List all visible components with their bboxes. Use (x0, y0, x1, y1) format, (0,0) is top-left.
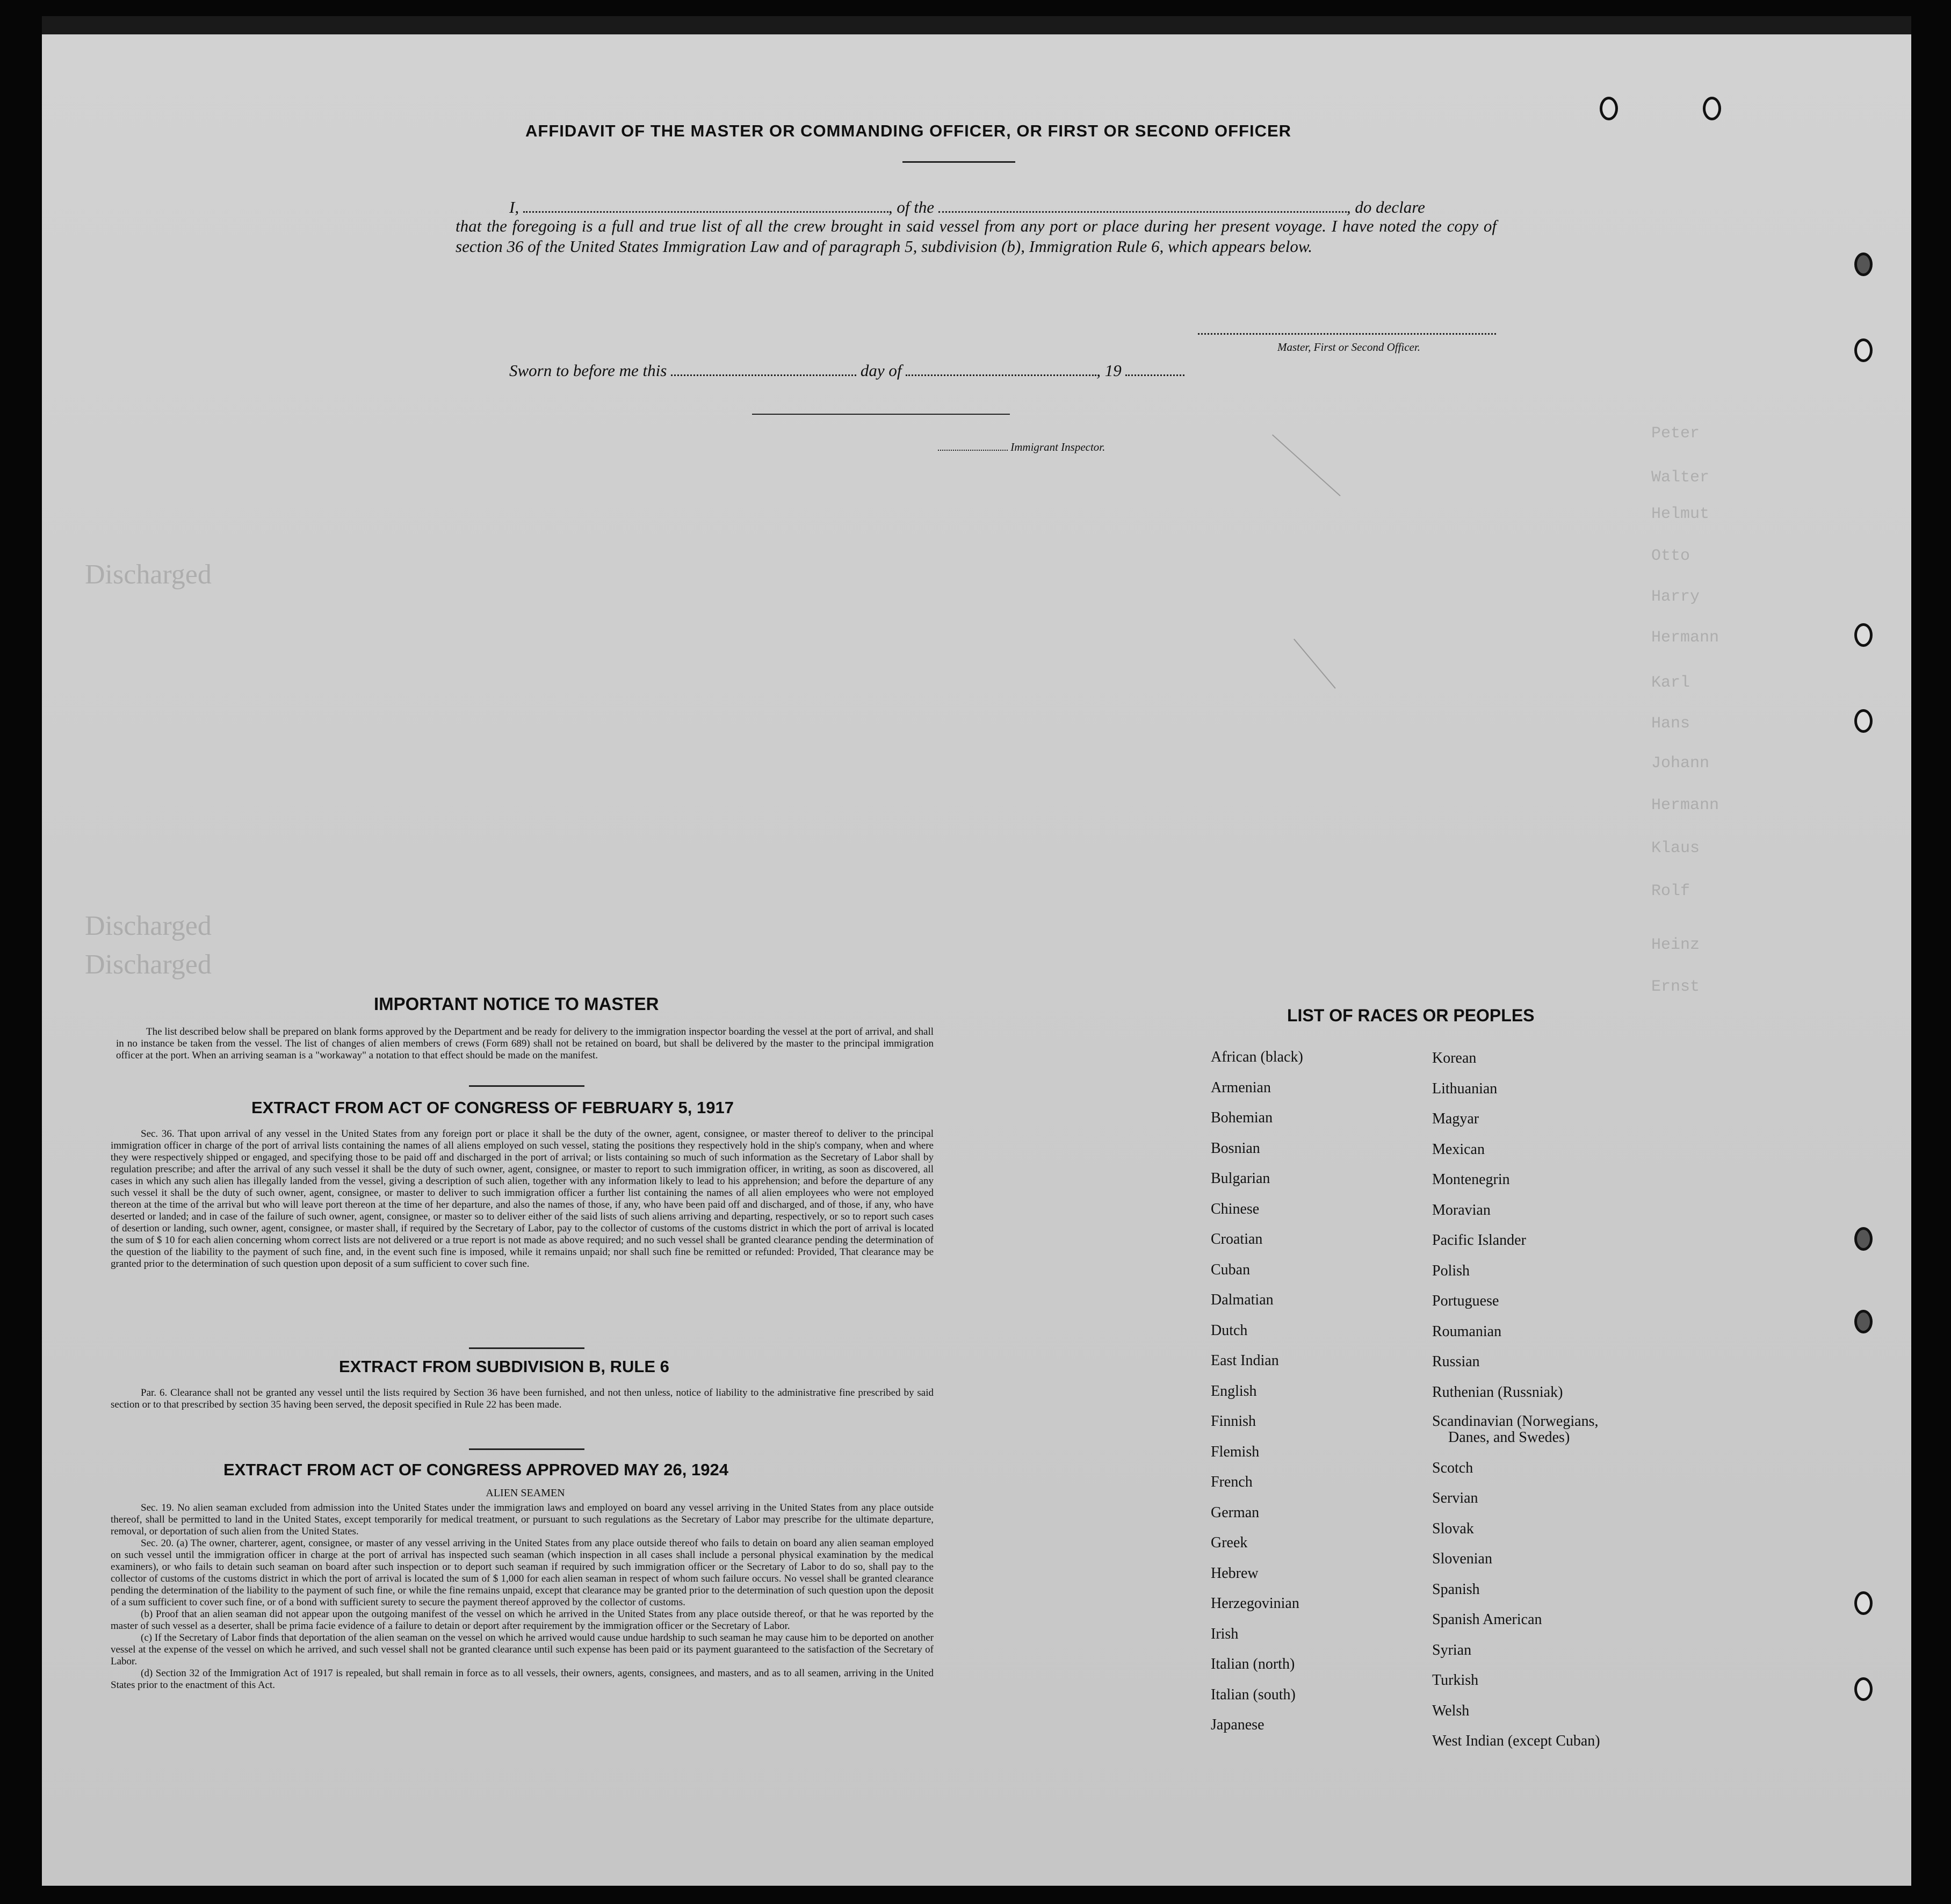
master-signature-label: Master, First or Second Officer. (1277, 341, 1420, 354)
punch-hole-icon (1854, 623, 1873, 647)
race-item: Scandinavian (Norwegians, (1432, 1413, 1599, 1430)
race-item: Slovenian (1432, 1550, 1492, 1567)
punch-hole-icon (1854, 338, 1873, 362)
rule-6-title: EXTRACT FROM SUBDIVISION B, RULE 6 (339, 1357, 669, 1376)
race-item: Irish (1211, 1626, 1239, 1642)
punch-hole-icon (1600, 97, 1618, 120)
race-item: Chinese (1211, 1201, 1260, 1217)
race-item: Flemish (1211, 1444, 1260, 1460)
act-1917-paragraph: Sec. 36. That upon arrival of any vessel in the United States from any foreign port or place it shall be the duty of the owner, agent, consignee, or master thereof to deliver to the principal immigration officer in charge of the port of arrival lists containing the names of all aliens employed on such vessel, stating the positions they respectively hold in the ship's company, when and where they were respectively shipped or engaged, and specifying those to be paid off and discharged in the port of arrival; or lists containing so much of such information as the Secretary of Labor shall by regulation prescribe; and after the arrival of any such vessel it shall be the duty of such owner, agent, consignee, or master to report to such immigration officer, in writing, as soon as discovered, all cases in which any such alien has illegally landed from the vessel, giving a description of such alien, together with any information likely to lead to his apprehension; and before the departure of any such vessel it shall be the duty of such owner, agent, consignee, or master to deliver to such immigration officer a further list containing the names of all alien employees who were not employed thereon at the time of the arrival but who will leave port thereon at the time of her departure, and also the names of those, if any, who have been paid off and discharged, and of those, if any, who have deserted or landed; and in case of the failure of such owner, agent, consignee, or master so to deliver either of the said lists of such aliens arriving and departing, respectively, or so to report such cases of desertion or landing, such owner, agent, consignee, or master shall, if required by the Secretary of Labor, pay to the collector of customs of the customs district in which the port of arrival is located the sum of $ 10 for each alien concerning whom correct lists are not delivered or a true report is not made as above required; and no such vessel shall be granted clearance pending the determination of the question of the liability to the payment of such fine, and, in the event such fine is imposed, while it remains unpaid; nor shall such fine be remitted or refunded: Provided, That clearance may be granted prior to the determination of such question upon deposit of a sum sufficient to cover such fine. (111, 1128, 934, 1270)
punch-hole-icon (1854, 253, 1873, 276)
title-underline (902, 161, 1015, 163)
race-item: African (black) (1211, 1049, 1303, 1065)
race-item: Pacific Islander (1432, 1232, 1526, 1249)
inspector-label-line (938, 441, 1105, 454)
rule-6-text (111, 1387, 934, 1411)
bleed-name: Hans (1651, 715, 1690, 733)
notice-text (116, 1026, 934, 1062)
race-item: Ruthenian (Russniak) (1432, 1384, 1563, 1401)
race-item: Mexican (1432, 1141, 1485, 1158)
race-item: Dutch (1211, 1322, 1248, 1339)
race-item: Herzegovinian (1211, 1595, 1299, 1612)
race-item: Greek (1211, 1534, 1248, 1551)
race-item: French (1211, 1474, 1253, 1490)
race-item: Italian (north) (1211, 1656, 1295, 1672)
act-1924-paragraph: Sec. 19. No alien seaman excluded from admission into the United States under the immigration laws and employed on board any vessel arriving in the United States from any place outside thereof, shall be permitted to land in the United States, except temporarily for medical treatment, or pursuant to such regulations as the Secretary of Labor may prescribe for the ultimate departure, removal, or deportation of such alien from the United States. (111, 1502, 934, 1537)
day-of-label: day of (860, 361, 902, 380)
section-divider (469, 1448, 584, 1450)
race-item: Portuguese (1432, 1293, 1499, 1309)
race-item: Dalmatian (1211, 1292, 1274, 1308)
sworn-day-field[interactable] (671, 362, 856, 376)
declarant-name-field[interactable] (523, 198, 888, 213)
bleed-name: Hermann (1651, 629, 1719, 647)
sworn-line (509, 361, 1184, 380)
section-divider (469, 1347, 584, 1349)
bleed-name: Harry (1651, 588, 1700, 606)
race-item: Japanese (1211, 1717, 1264, 1733)
race-item: Welsh (1432, 1703, 1470, 1719)
race-item: Magyar (1432, 1110, 1479, 1127)
race-item: Moravian (1432, 1202, 1491, 1218)
bleed-name: Hermann (1651, 796, 1719, 814)
sworn-label: Sworn to before me this (509, 361, 667, 380)
vessel-name-field[interactable] (938, 198, 1347, 213)
bleed-name: Walter (1651, 468, 1710, 487)
race-item: Korean (1432, 1050, 1477, 1066)
race-item: East Indian (1211, 1352, 1279, 1369)
race-item: Bulgarian (1211, 1170, 1270, 1187)
race-item: Servian (1432, 1490, 1478, 1506)
act-1924-paragraph: (b) Proof that an alien seaman did not appear upon the outgoing manifest of the vessel on which he arrived in the United States from any place outside thereof, or that he was reported by the master of such vessel as a deserter, shall be prima facie evidence of a failure to detain or deport after requirement by the immigration officer or the Secretary of Labor. (111, 1609, 934, 1632)
punch-hole-icon (1854, 1227, 1873, 1251)
master-signature-field[interactable] (1198, 333, 1496, 335)
act-1924-paragraph: (c) If the Secretary of Labor finds that deportation of the alien seaman on the vessel on which he arrived would cause undue hardship to such seaman he may cause him to be deported on another vessel at the expense of the vessel on which he arrived, and such vessel shall not be granted clearance until such expense has been paid or its payment guaranteed to the satisfaction of the Secretary of Labor. (111, 1632, 934, 1667)
act-1924-title: EXTRACT FROM ACT OF CONGRESS APPROVED MAY 26, 1924 (223, 1460, 728, 1479)
punch-hole-icon (1703, 97, 1721, 120)
bleed-name: Heinz (1651, 936, 1700, 954)
race-item: Cuban (1211, 1261, 1251, 1278)
sworn-year-field[interactable] (1125, 362, 1184, 376)
race-item: Turkish (1432, 1672, 1479, 1689)
inspector-signature-line[interactable] (752, 414, 1010, 415)
act-1917-title: EXTRACT FROM ACT OF CONGRESS OF FEBRUARY 5, 1917 (251, 1098, 734, 1117)
bleed-marginal: Discharged (85, 559, 212, 590)
race-item: Hebrew (1211, 1565, 1259, 1582)
punch-hole-icon (1854, 709, 1873, 733)
inspector-name-field[interactable] (938, 442, 1008, 451)
inspector-label: Immigrant Inspector. (1010, 441, 1105, 453)
rule-6-paragraph: Par. 6. Clearance shall not be granted any vessel until the lists required by Section 36 have been furnished, and not then unless, notice of liability to the administrative fine prescribed by said section or to that prescribed by section 35 having been served, the deposit specified in Rule 22 has been made. (111, 1387, 934, 1410)
bleed-name: Otto (1651, 547, 1690, 565)
race-item: Polish (1432, 1263, 1470, 1279)
bleed-name: Helmut (1651, 505, 1710, 523)
race-item: Finnish (1211, 1413, 1256, 1430)
race-item: Bosnian (1211, 1140, 1260, 1157)
race-item: Scotch (1432, 1460, 1473, 1476)
bleed-marginal: Discharged (85, 911, 212, 941)
race-item: German (1211, 1504, 1260, 1521)
race-item: Roumanian (1432, 1323, 1502, 1340)
race-item: Bohemian (1211, 1109, 1273, 1126)
race-item: Spanish American (1432, 1611, 1542, 1628)
declare-label: , do declare (1346, 198, 1425, 217)
punch-hole-icon (1854, 1677, 1873, 1701)
declaration-line (509, 198, 1425, 217)
bleed-name: Rolf (1651, 882, 1690, 900)
year-label: , 19 (1096, 361, 1122, 380)
bleed-marginal: Discharged (85, 949, 212, 980)
bleed-name: Klaus (1651, 839, 1700, 857)
race-item: Spanish (1432, 1581, 1480, 1598)
punch-hole-icon (1854, 1591, 1873, 1615)
act-1924-paragraph: (d) Section 32 of the Immigration Act of 1917 is repealed, but shall remain in force as to all vessels, their owners, agents, consignees, and masters, and as to all seamen, arriving in the United States prior to the enactment of this Act. (111, 1668, 934, 1691)
act-1924-text (111, 1502, 934, 1691)
section-divider (469, 1085, 584, 1087)
affidavit-title: AFFIDAVIT OF THE MASTER OR COMMANDING OFFICER, OR FIRST OR SECOND OFFICER (525, 121, 1292, 140)
of-the-label: , of the (888, 198, 935, 217)
bleed-name: Peter (1651, 424, 1700, 443)
race-item: Slovak (1432, 1520, 1474, 1537)
notice-paragraph: The list described below shall be prepared on blank forms approved by the Department and be ready for delivery to the immigration inspector boarding the vessel at the port of arrival, and shall in no instance be taken from the vessel. The list of changes of alien members of crews (Form 689) shall not be retained on board, but shall be delivered by the master to the principal immigration officer at the port. When an arriving seaman is a "workaway" a notation to that effect should be made on the manifest. (116, 1026, 934, 1061)
act-1924-paragraph: Sec. 20. (a) The owner, charterer, agent, consignee, or master of any vessel arriving in the United States from any place outside thereof who fails to detain on board any alien seaman employed on such vessel until the immigration officer in charge at the port of arrival has inspected such seaman (which inspection in all cases shall include a personal physical examination by the medical examiners), or who fails to detain such seaman on board after such inspection or to deport such seaman if required by such immigration officer or the Secretary of Labor to do so, shall pay to the collector of customs of the customs district in which the port of arrival is located the sum of $ 1,000 for each alien seaman in respect of whom such failure occurs. No vessel shall be granted clearance pending the determination of the liability to the payment of such fine, or while the fine remains unpaid, except that clearance may be granted prior to the determination of such question upon the deposit of a sum sufficient to cover such fine, or of a bond with sufficient surety to secure the payment thereof approved by the collector of customs. (111, 1538, 934, 1608)
notice-title: IMPORTANT NOTICE TO MASTER (374, 994, 659, 1014)
document-page (42, 16, 1911, 1886)
declarant-prefix: I, (509, 198, 519, 217)
race-item: Danes, and Swedes) (1448, 1429, 1570, 1446)
race-item: English (1211, 1383, 1257, 1400)
bleed-name: Karl (1651, 674, 1690, 692)
race-item: Russian (1432, 1353, 1480, 1370)
affidavit-body: that the foregoing is a full and true list of all the crew brought in said vessel from any port or place during her present voyage. I have noted the copy of section 36 of the United States Immigration Law and of paragraph 5, subdivision (b), Immigration Rule 6, which appears below. (456, 217, 1497, 256)
race-item: Italian (south) (1211, 1686, 1296, 1703)
act-1917-text (111, 1128, 934, 1270)
sworn-month-field[interactable] (906, 362, 1096, 376)
races-title: LIST OF RACES OR PEOPLES (1287, 1006, 1535, 1025)
race-item: West Indian (except Cuban) (1432, 1733, 1600, 1749)
race-item: Croatian (1211, 1231, 1263, 1247)
punch-hole-icon (1854, 1310, 1873, 1333)
bleed-name: Ernst (1651, 978, 1700, 996)
race-item: Montenegrin (1432, 1171, 1510, 1188)
act-1924-subtitle: ALIEN SEAMEN (486, 1487, 565, 1499)
race-item: Armenian (1211, 1079, 1271, 1096)
race-item: Syrian (1432, 1642, 1472, 1658)
race-item: Lithuanian (1432, 1080, 1498, 1097)
bleed-name: Johann (1651, 754, 1710, 773)
